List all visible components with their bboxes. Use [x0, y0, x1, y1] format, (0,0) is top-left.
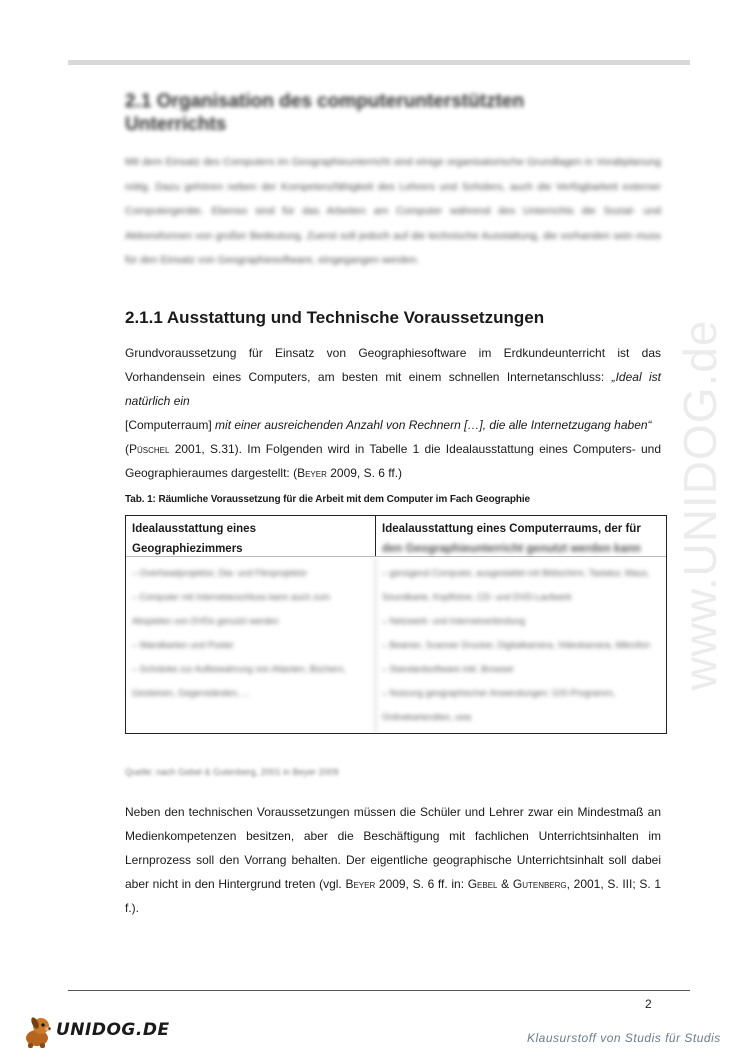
- paragraph-requirements: [125, 341, 661, 485]
- list-item: – Computer mit Internetanschluss kann auch zum Abspielen von DVDs genutzt werden: [132, 592, 331, 626]
- para1-continuation: 2001, S.31). Im Folgenden wird in Tabelle 1 die Idealausstattung eines Computers- und Geographieraumes dargestellt: (: [125, 442, 661, 480]
- dog-icon: [22, 1014, 56, 1050]
- table-header-geography-room: Idealausstattung eines Geographiezimmers: [126, 516, 376, 556]
- para1-quote-start: „Ideal ist natürlich ein: [125, 370, 661, 408]
- table-column-computer-room: [376, 557, 666, 733]
- list-item: – Wandkarten und Poster: [132, 640, 234, 650]
- para1-quote-end: mit einer ausreichenden Anzahl von Rechnern […], die alle Internetzugang haben“: [211, 418, 652, 432]
- table-caption: Tab. 1: Räumliche Voraussetzung für die Arbeit mit dem Computer im Fach Geographie: [125, 494, 531, 505]
- intro-paragraph: Mit dem Einsatz des Computers im Geographieunterricht sind einige organisatorische Grundlagen in Vorabplanung nötig. Dazu gehören neben der Kompetenzfähigkeit des Lehrers und Schülers, auch die Verfügbarkeit externer Computergeräte. Ebenso sind für das Arbeiten am Computer während des Unterrichts die Sozial- und Aktionsformen von großer Bedeutung. Zuerst soll jedoch auf die technische Ausstattung, die vorhanden sein muss für den Einsatz von Geographiesoftware, eingegangen werden.: [125, 156, 661, 266]
- cite-open: (: [125, 442, 129, 456]
- table-header-computer-room-line1: Idealausstattung eines Computerraums, der für: [382, 523, 641, 535]
- list-item: – Overheadprojektor, Dia- und Filmprojektor: [132, 568, 308, 578]
- cite-author-beyer-2: Beyer: [345, 877, 376, 891]
- list-item: – Beamer, Scanner Drucker, Digitalkamera, Videokamera, Mikrofon: [382, 640, 650, 650]
- cite-author-beyer: Beyer: [297, 466, 327, 480]
- para2-amp: &: [497, 877, 513, 891]
- table-column-geography-room: [126, 557, 376, 733]
- unidog-logo[interactable]: [22, 1014, 182, 1050]
- para1-text: Grundvoraussetzung für Einsatz von Geographiesoftware im Erdkundeunterricht ist das Vorhandensein eines Computers, am besten mit einem schnellen Internetanschluss:: [125, 346, 661, 384]
- subsection-title: 2.1.1 Ausstattung und Technische Voraussetzungen: [125, 308, 545, 327]
- page-number: 2: [645, 997, 652, 1011]
- header-rule: [68, 60, 690, 65]
- paragraph-media-competence: [125, 800, 661, 920]
- cite-author-pueschel: Püschel: [129, 442, 170, 456]
- logo-text: UNIDOG.DE: [56, 1020, 170, 1040]
- list-item: – genügend Computer, ausgestattet mit Bildschirm, Tastatur, Maus, Soundkarte, Kopfhörer, CD- und DVD-Laufwerk: [382, 568, 650, 602]
- para2-cite-mid: 2009, S. 6 ff. in:: [375, 877, 468, 891]
- table-header-computer-room: [376, 516, 666, 556]
- cite-author-gutenberg: Gutenberg: [512, 877, 567, 891]
- para1-bracket: [Computerraum]: [125, 418, 212, 432]
- table-header-row: [126, 516, 666, 557]
- list-item: – Standardsoftware inkl. Browser: [382, 664, 515, 674]
- table-source: Quelle: nach Gebel & Gutenberg, 2001 in Beyer 2009: [125, 767, 339, 777]
- footer-rule: [68, 990, 690, 991]
- watermark-text: www.UNIDOG.de: [674, 319, 726, 691]
- list-item: – Schränke zur Aufbewahrung von Atlanten, Büchern, Gesteinen, Gegenständen, ...: [132, 664, 346, 698]
- table-header-computer-room-line2: den Geographieunterricht genutzt werden kann: [382, 543, 641, 555]
- list-item: – Netzwerk- und Internetverbindung: [382, 616, 526, 626]
- equipment-table: [125, 515, 667, 734]
- table-body: [126, 557, 666, 733]
- para2-cite-end: , 2001, S. III; S. 1 f.).: [125, 877, 662, 915]
- footer-tagline: Klausurstoff von Studis für Studis: [527, 1031, 721, 1045]
- cite-beyer-rest: 2009, S. 6 ff.): [326, 466, 403, 480]
- para2-text: Neben den technischen Voraussetzungen müssen die Schüler und Lehrer zwar ein Mindestmaß an Medienkompetenzen besitzen, aber die Beschäftigung mit fachlichen Unterrichtsinhalten im Lernprozess soll den Vorrang behalten. Der eigentliche geographische Unterrichtsinhalt soll dabei aber nicht in den Hintergrund treten (vgl.: [125, 805, 661, 891]
- cite-author-gebel: Gebel: [467, 877, 498, 891]
- watermark: [660, 270, 740, 740]
- list-item: – Nutzung geographischer Anwendungen: GIS-Programm, Onlinekartendien, usw.: [382, 688, 616, 722]
- section-title: 2.1 Organisation des computerunterstützten Unterrichts: [125, 91, 525, 135]
